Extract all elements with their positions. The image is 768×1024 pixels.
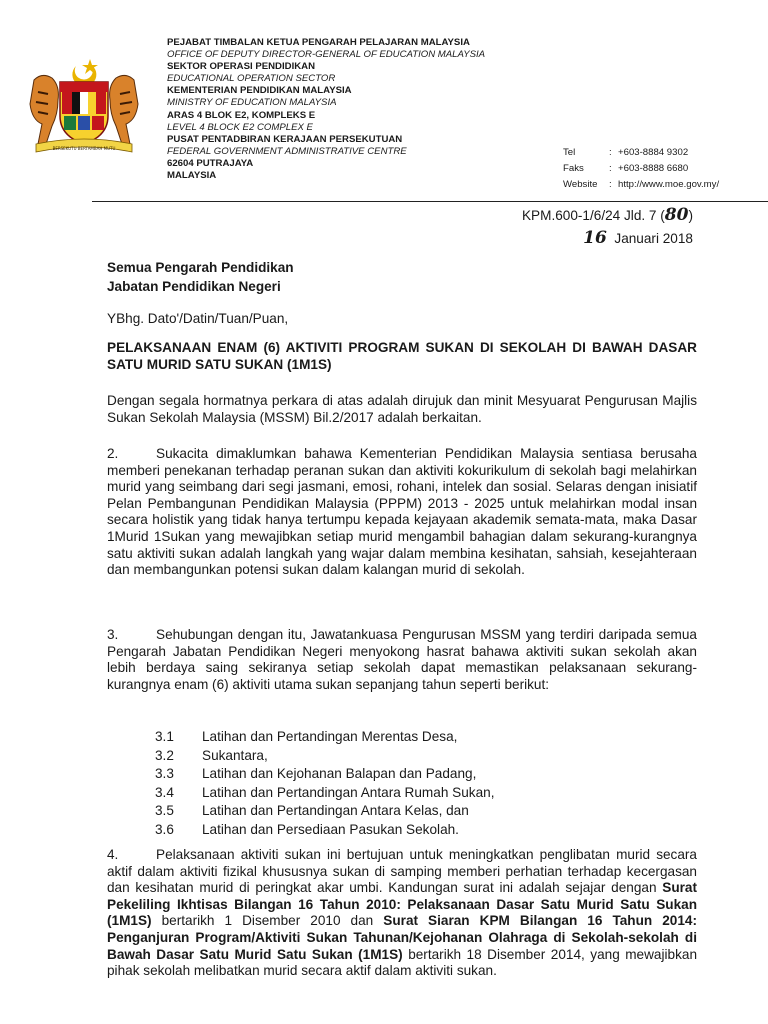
handwritten-day: 16 xyxy=(583,228,607,248)
letterhead-line: FEDERAL GOVERNMENT ADMINISTRATIVE CENTRE xyxy=(167,145,407,157)
list-item: 3.5 Latihan dan Pertandingan Antara Kelas, dan xyxy=(155,803,469,819)
contact-label: Tel xyxy=(563,147,576,158)
circular-reference: Surat Siaran KPM Bilangan 16 Tahun 2014: Penganjuran Program/Aktiviti Sukan Tahunan/Kejohanan Olahraga di Sekolah-sekolah di Bawah Dasar Satu Murid Satu Sukan (1M1S) xyxy=(107,913,698,962)
contact-label: Faks xyxy=(563,163,584,174)
contact-website: Website : http://www.moe.gov.my/ xyxy=(563,177,719,193)
letterhead-line: KEMENTERIAN PENDIDIKAN MALAYSIA xyxy=(167,85,352,97)
letterhead-line: PEJABAT TIMBALAN KETUA PENGARAH PELAJARAN MALAYSIA xyxy=(167,37,470,48)
subject-heading: PELAKSANAAN ENAM (6) AKTIVITI PROGRAM SUKAN DI SEKOLAH DI BAWAH DASAR SATU MURID SATU SUKAN (1M1S) xyxy=(107,340,697,372)
list-item: 3.1 Latihan dan Pertandingan Merentas Desa, xyxy=(155,729,458,744)
contact-fax: Faks : +603-8888 6680 xyxy=(563,161,719,177)
paragraph-number: 4. xyxy=(107,847,119,862)
contact-tel: Tel : +603-8884 9302 xyxy=(563,145,719,161)
letter-date: 16 Januari 2018 xyxy=(583,228,693,248)
letterhead-line: LEVEL 4 BLOCK E2 COMPLEX E xyxy=(167,121,313,133)
crest-motto: BERSEKUTU BERTAMBAH MUTU xyxy=(52,146,116,151)
letterhead-line: OFFICE OF DEPUTY DIRECTOR-GENERAL OF EDUCATION MALAYSIA xyxy=(167,49,486,61)
letterhead-line: 62604 PUTRAJAYA xyxy=(167,157,254,169)
contact-label: Website xyxy=(563,179,598,190)
list-item: 3.6 Latihan dan Persediaan Pasukan Sekolah. xyxy=(155,821,459,837)
paragraph-4: 4. Pelaksanaan aktiviti sukan ini bertujuan untuk meningkatkan penglibatan murid secara aktif dalam aktiviti fizikal khususnya sukan di samping memberi perhatian terhadap kecergasan dan kesihatan murid di peringkat akar umbi. Kandungan surat ini adalah sejajar dengan Surat Pekeliling Ikhtisas Bilangan 16 Tahun 2010: Pelaksanaan Dasar Satu Murid Satu Sukan (1M1S) bertarikh 1 Disember 2010 dan Surat Siaran KPM Bilangan 16 Tahun 2014: Penganjuran Program/Aktiviti Sukan Tahunan/Kejohanan Olahraga di Sekolah-sekolah di Bawah Dasar Satu Murid Satu Sukan (1M1S) bertarikh 18 Disember 2014, yang mewajibkan pihak sekolah melibatkan murid secara aktif dalam aktiviti sukan. xyxy=(107,847,698,979)
activity-list xyxy=(155,728,494,840)
header-divider xyxy=(92,201,768,202)
paragraph-1: Dengan segala hormatnya perkara di atas adalah dirujuk dan minit Mesyuarat Pengurusan Majlis Sukan Sekolah Malaysia (MSSM) Bil.2/2017 adalah berkaitan. xyxy=(107,393,697,425)
paragraph-number: 3. xyxy=(107,627,119,642)
salutation: YBhg. Dato'/Datin/Tuan/Puan, xyxy=(107,311,289,326)
list-item: 3.3 Latihan dan Kejohanan Balapan dan Padang, xyxy=(155,766,477,782)
letterhead-line: PUSAT PENTADBIRAN KERAJAAN PERSEKUTUAN xyxy=(167,133,403,145)
letterhead-line: MINISTRY OF EDUCATION MALAYSIA xyxy=(167,97,337,109)
letterhead-line: ARAS 4 BLOK E2, KOMPLEKS E xyxy=(167,109,316,121)
contact-value[interactable]: http://www.moe.gov.my/ xyxy=(618,179,720,190)
malaysia-coat-of-arms-icon xyxy=(24,56,144,158)
paragraph-number: 2. xyxy=(107,446,119,461)
letterhead-line: SEKTOR OPERASI PENDIDIKAN xyxy=(167,61,316,73)
paragraph-3: 3. Sehubungan dengan itu, Jawatankuasa Pengurusan MSSM yang terdiri daripada semua Pengarah Jabatan Pendidikan Negeri menyokong hasrat bahawa aktiviti sukan sekolah akan lebih berdaya saing sekiranya setiap sekolah dapat memastikan pelaksanaan sekurang-kurangnya enam (6) aktiviti utama sukan sepanjang tahun seperti berikut: xyxy=(107,627,697,692)
handwritten-number: 80 xyxy=(664,205,689,225)
contact-value: +603-8884 9302 xyxy=(618,147,689,158)
addressee: Semua Pengarah Pendidikan Jabatan Pendidikan Negeri xyxy=(107,260,294,294)
list-item: 3.4 Latihan dan Pertandingan Antara Rumah Sukan, xyxy=(155,784,495,800)
reference-block xyxy=(497,204,693,250)
reference-number: KPM.600-1/6/24 Jld. 7 (80) xyxy=(521,205,693,225)
list-item: 3.2 Sukantara, xyxy=(155,747,268,763)
letterhead xyxy=(167,37,527,182)
paragraph-2: 2. Sukacita dimaklumkan bahawa Kementerian Pendidikan Malaysia sentiasa berusaha memberi penekanan terhadap peranan sukan dan aktiviti kokurikulum di sekolah bagi melahirkan murid yang seimbang dari segi jasmani, emosi, rohani, intelek dan sosial. Selaras dengan inisiatif Pelan Pembangunan Pendidikan Malaysia (PPPM) 2013 - 2025 untuk melahirkan modal insan secara holistik yang tidak hanya tertumpu kepada kejayaan akademik semata-mata, maka Dasar 1Murid 1Sukan yang mewajibkan setiap murid mengambil bahagian dalam sekurang-kurangnya satu aktiviti sukan adalah langkah yang wajar dalam membina kesihatan, sahsiah, kesejahteraan dan membangunkan potensi sukan dalam kalangan murid di sekolah. xyxy=(107,446,697,578)
letterhead-line: EDUCATIONAL OPERATION SECTOR xyxy=(167,73,336,85)
letterhead-line: MALAYSIA xyxy=(167,170,217,182)
contact-block xyxy=(563,145,719,193)
circular-reference: Surat Pekeliling Ikhtisas Bilangan 16 Tahun 2010: Pelaksanaan Dasar Satu Murid Satu Sukan (1M1S) xyxy=(107,880,697,929)
contact-value: +603-8888 6680 xyxy=(618,163,689,174)
